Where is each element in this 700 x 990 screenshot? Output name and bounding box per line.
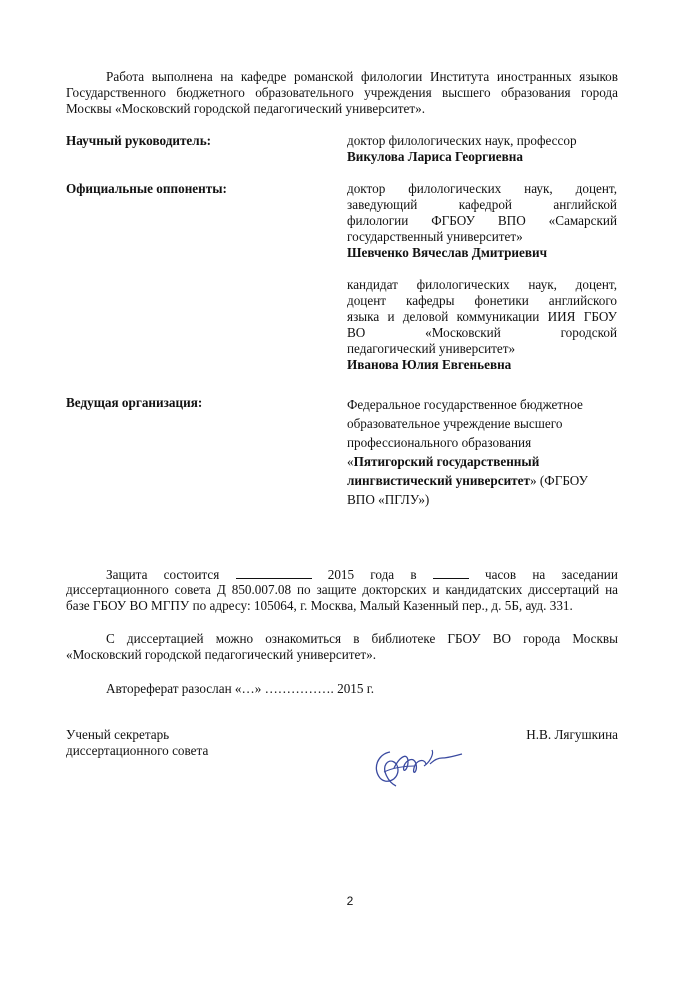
opponent1-line-3: филологии ФГБОУ ВПО «Самарский: [347, 213, 617, 228]
secretary-name: Н.В. Лягушкина: [526, 727, 618, 742]
opponent1-line-4: государственный университет»: [347, 229, 523, 244]
defense-line-2: диссертационного совета Д 850.007.08 по защите докторских и кандидатских диссертаций на: [66, 582, 618, 597]
opponent2-name: Иванова Юлия Евгеньевна: [347, 357, 512, 372]
defense-word-1: Защита: [106, 567, 148, 582]
lead-org-line-5: [347, 471, 617, 490]
library-line-2: «Московский городской педагогический университет».: [66, 647, 377, 662]
opponent2-line-2: доцент кафедры фонетики английского: [347, 293, 617, 308]
page-number: 2: [346, 894, 354, 908]
lead-org-abbrev: » (ФГБОУ: [530, 473, 588, 488]
intro-line-2: Государственного бюджетного образовательного учреждения высшего образования города: [66, 85, 618, 100]
defense-year: 2015: [327, 567, 355, 582]
supervisor-degree: доктор филологических наук, профессор: [347, 133, 577, 148]
defense-word-6: часов: [484, 567, 517, 582]
hour-blank: [433, 566, 469, 579]
sent-line: Автореферат разослан «…» ……………. 2015 г.: [106, 681, 375, 696]
defense-word-5: в: [410, 567, 417, 582]
defense-line-1: [106, 566, 618, 583]
defense-word-2: состоится: [163, 567, 220, 582]
supervisor-label: Научный руководитель:: [66, 133, 212, 148]
intro-line-3: Москвы «Московский городской педагогический университет».: [66, 101, 426, 116]
lead-org-line-6: ВПО «ПГЛУ»): [347, 492, 430, 507]
opponent1-line-2: заведующий кафедрой английской: [347, 197, 617, 212]
opponents-label: Официальные оппоненты:: [66, 181, 227, 196]
lead-org-quote-open: «: [347, 454, 354, 469]
defense-word-4: года: [370, 567, 395, 582]
lead-org-label: Ведущая организация:: [66, 395, 203, 410]
opponent1-name: Шевченко Вячеслав Дмитриевич: [347, 245, 548, 260]
supervisor-name: Викулова Лариса Георгиевна: [347, 149, 523, 164]
lead-org-name-part-1: Пятигорский государственный: [353, 454, 540, 469]
opponent2-line-1: кандидат филологических наук, доцент,: [347, 277, 617, 292]
supervisor-info: [347, 133, 617, 165]
lead-org-name-part-2: лингвистический университет: [347, 473, 530, 488]
handwritten-signature: [368, 742, 464, 788]
defense-word-7: на: [532, 567, 546, 582]
opponent2-line-5: педагогический университет»: [347, 341, 516, 356]
intro-line-1: Работа выполнена на кафедре романской филологии Института иностранных языков: [106, 69, 618, 84]
secretary-title-1: Ученый секретарь: [66, 727, 170, 742]
lead-org-info: [347, 395, 617, 509]
defense-line-3: базе ГБОУ ВО МГПУ по адресу: 105064, г. Москва, Малый Казенный пер., д. 5Б, ауд. 331.: [66, 598, 573, 613]
secretary-title-2: диссертационного совета: [66, 743, 209, 758]
defense-word-8: заседании: [561, 567, 618, 582]
lead-org-line-2: образовательное учреждение высшего: [347, 416, 563, 431]
lead-org-line-4: [347, 452, 617, 471]
date-blank: [236, 566, 312, 579]
opponents-info: [347, 181, 617, 373]
opponent2-line-3: языка и деловой коммуникации ИИЯ ГБОУ: [347, 309, 617, 324]
library-line-1: С диссертацией можно ознакомиться в библиотеке ГБОУ ВО города Москвы: [106, 631, 618, 646]
opponent1-line-1: доктор филологических наук, доцент,: [347, 181, 617, 196]
lead-org-line-3: профессионального образования: [347, 435, 532, 450]
opponent2-line-4: ВО «Московский городской: [347, 325, 617, 340]
lead-org-line-1: Федеральное государственное бюджетное: [347, 397, 583, 412]
